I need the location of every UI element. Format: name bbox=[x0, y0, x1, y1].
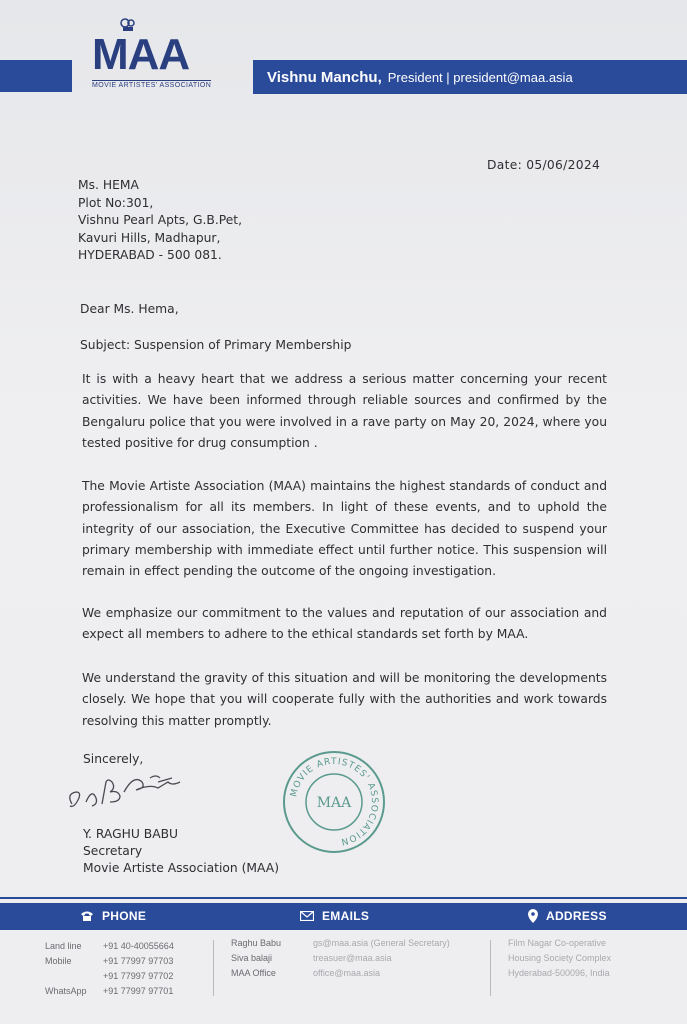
logo-wordmark: MAA bbox=[92, 30, 190, 79]
handwritten-signature bbox=[62, 762, 212, 822]
body-paragraph: It is with a heavy heart that we address a serious matter concerning your recent activities. We have been informed through reliable sources and confirmed by the Bengaluru police that you were involved in a rave party on May 20, 2024, where you tested positive for drug consumption . bbox=[82, 372, 607, 450]
letter-date: Date: 05/06/2024 bbox=[487, 158, 601, 172]
address-line: HYDERABAD - 500 081. bbox=[78, 248, 222, 262]
closing: Sincerely, bbox=[83, 752, 144, 766]
president-contact: President | president@maa.asia bbox=[387, 69, 573, 85]
association-seal-stamp bbox=[282, 748, 386, 856]
phone-numbers: +91 40-40055664 +91 77997 97703 +91 77997 97702 +91 77997 97701 bbox=[103, 941, 174, 996]
address-line: Ms. HEMA bbox=[78, 178, 139, 192]
footer-emails-heading: EMAILS bbox=[300, 909, 369, 923]
location-pin-icon bbox=[528, 909, 538, 923]
body-paragraph: We emphasize our commitment to the values and reputation of our association and expect all members to adhere to the ethical standards set forth by MAA. bbox=[82, 606, 607, 642]
body-paragraph: The Movie Artiste Association (MAA) maintains the highest standards of conduct and professionalism for all its members. In light of these events, and to uphold the integrity of our association, the Executive Committee has decided to suspend your primary membership with immediate effect until further notice. This suspension will remain in effect pending the outcome of the ongoing investigation. bbox=[82, 479, 607, 579]
body-paragraph: We understand the gravity of this situation and will be monitoring the developments closely. We hope that you will cooperate fully with the authorities and work towards resolving this matter promptly. bbox=[82, 671, 607, 728]
footer-divider bbox=[213, 940, 214, 996]
footer-contact-details bbox=[0, 935, 687, 1005]
salutation: Dear Ms. Hema, bbox=[80, 302, 179, 316]
telephone-icon bbox=[80, 910, 94, 922]
logo-subtitle: MOVIE ARTISTES' ASSOCIATION bbox=[92, 82, 212, 89]
header-president-bar bbox=[253, 60, 687, 94]
header-accent-bar bbox=[0, 60, 72, 92]
footer-rule bbox=[0, 897, 687, 899]
footer-divider bbox=[490, 940, 491, 996]
svg-text:MAA: MAA bbox=[316, 795, 352, 811]
recipient-address bbox=[78, 177, 242, 265]
subject-line: Subject: Suspension of Primary Membership bbox=[80, 338, 352, 352]
president-name: Vishnu Manchu, bbox=[267, 68, 382, 86]
signatory-title: Secretary bbox=[83, 844, 143, 858]
footer-phone-heading: PHONE bbox=[80, 909, 146, 923]
svg-text:MOVIE ARTISTES' ASSOCIATION: MOVIE ARTISTES' ASSOCIATION bbox=[289, 756, 380, 847]
address-line: Kavuri Hills, Madhapur, bbox=[78, 230, 221, 245]
signatory-org: Movie Artiste Association (MAA) bbox=[83, 861, 280, 875]
address-line: Vishnu Pearl Apts, G.B.Pet, bbox=[78, 213, 243, 227]
office-address: Film Nagar Co-operative Housing Society Complex Hyderabad-500096, India bbox=[508, 938, 612, 978]
footer-address-heading: ADDRESS bbox=[528, 909, 607, 923]
maa-logo bbox=[90, 18, 235, 94]
email-addresses: gs@maa.asia (General Secretary) treasuer@maa.asia office@maa.asia bbox=[313, 938, 450, 978]
envelope-icon bbox=[300, 911, 314, 921]
footer-heading-bar bbox=[0, 903, 687, 930]
address-line: Plot No:301, bbox=[78, 195, 154, 210]
signatory-block bbox=[83, 826, 279, 877]
email-contact-names: Raghu Babu Siva balaji MAA Office bbox=[231, 938, 282, 978]
signatory-name: Y. RAGHU BABU bbox=[83, 827, 179, 841]
phone-labels: Land line Mobile WhatsApp bbox=[45, 941, 87, 996]
